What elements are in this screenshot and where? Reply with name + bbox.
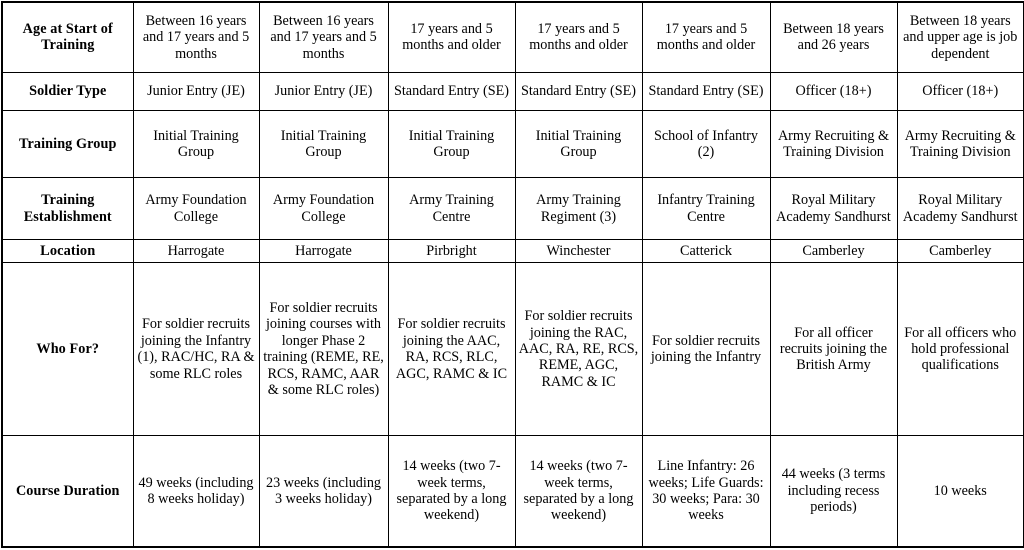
row-header-course-duration: Course Duration — [2, 436, 133, 547]
row-header-location: Location — [2, 240, 133, 263]
cell-who-for-col4: For soldier recruits joining the RAC, AAC, RA, RE, RCS, REME, AGC, RAMC & IC — [515, 263, 642, 436]
cell-soldier-type-col6: Officer (18+) — [770, 72, 897, 110]
row-header-training-group: Training Group — [2, 110, 133, 177]
cell-location-col5: Catterick — [642, 240, 770, 263]
cell-who-for-col7: For all officers who hold professional qualifications — [897, 263, 1024, 436]
cell-course-duration-col5: Line Infantry: 26 weeks; Life Guards: 30 weeks; Para: 30 weeks — [642, 436, 770, 547]
cell-training-establishment-col2: Army Foundation College — [259, 178, 388, 240]
cell-training-establishment-col4: Army Training Regiment (3) — [515, 178, 642, 240]
cell-training-establishment-col5: Infantry Training Centre — [642, 178, 770, 240]
table-row — [2, 72, 1024, 110]
cell-course-duration-col6: 44 weeks (3 terms including recess periods) — [770, 436, 897, 547]
cell-location-col6: Camberley — [770, 240, 897, 263]
table-row — [2, 263, 1024, 436]
cell-course-duration-col4: 14 weeks (two 7-week terms, separated by a long weekend) — [515, 436, 642, 547]
cell-soldier-type-col2: Junior Entry (JE) — [259, 72, 388, 110]
cell-age-col4: 17 years and 5 months and older — [515, 2, 642, 72]
row-header-age-at-start: Age at Start of Training — [2, 2, 133, 72]
table-row — [2, 178, 1024, 240]
cell-age-col7: Between 18 years and upper age is job dependent — [897, 2, 1024, 72]
cell-location-col1: Harrogate — [133, 240, 259, 263]
table-container — [0, 1, 1024, 550]
army-training-comparison-table — [1, 1, 1024, 548]
cell-training-group-col5: School of Infantry (2) — [642, 110, 770, 177]
cell-soldier-type-col4: Standard Entry (SE) — [515, 72, 642, 110]
row-header-who-for: Who For? — [2, 263, 133, 436]
cell-age-col1: Between 16 years and 17 years and 5 months — [133, 2, 259, 72]
cell-course-duration-col7: 10 weeks — [897, 436, 1024, 547]
cell-training-establishment-col7: Royal Military Academy Sandhurst — [897, 178, 1024, 240]
cell-who-for-col1: For soldier recruits joining the Infantry (1), RAC/HC, RA & some RLC roles — [133, 263, 259, 436]
cell-training-group-col7: Army Recruiting & Training Division — [897, 110, 1024, 177]
cell-soldier-type-col7: Officer (18+) — [897, 72, 1024, 110]
cell-training-group-col1: Initial Training Group — [133, 110, 259, 177]
cell-age-col6: Between 18 years and 26 years — [770, 2, 897, 72]
cell-soldier-type-col3: Standard Entry (SE) — [388, 72, 515, 110]
cell-soldier-type-col5: Standard Entry (SE) — [642, 72, 770, 110]
cell-who-for-col2: For soldier recruits joining courses with longer Phase 2 training (REME, RE, RCS, RAMC, AAR & some RLC roles) — [259, 263, 388, 436]
cell-who-for-col6: For all officer recruits joining the British Army — [770, 263, 897, 436]
row-header-soldier-type: Soldier Type — [2, 72, 133, 110]
cell-age-col2: Between 16 years and 17 years and 5 months — [259, 2, 388, 72]
cell-training-group-col2: Initial Training Group — [259, 110, 388, 177]
cell-location-col2: Harrogate — [259, 240, 388, 263]
cell-location-col7: Camberley — [897, 240, 1024, 263]
table-row — [2, 2, 1024, 72]
table-row — [2, 436, 1024, 547]
cell-course-duration-col2: 23 weeks (including 3 weeks holiday) — [259, 436, 388, 547]
table-row — [2, 110, 1024, 177]
cell-location-col3: Pirbright — [388, 240, 515, 263]
cell-who-for-col3: For soldier recruits joining the AAC, RA, RCS, RLC, AGC, RAMC & IC — [388, 263, 515, 436]
cell-course-duration-col1: 49 weeks (including 8 weeks holiday) — [133, 436, 259, 547]
table-row — [2, 240, 1024, 263]
cell-soldier-type-col1: Junior Entry (JE) — [133, 72, 259, 110]
cell-age-col3: 17 years and 5 months and older — [388, 2, 515, 72]
cell-location-col4: Winchester — [515, 240, 642, 263]
row-header-training-establishment: Training Establishment — [2, 178, 133, 240]
cell-course-duration-col3: 14 weeks (two 7-week terms, separated by a long weekend) — [388, 436, 515, 547]
cell-training-group-col3: Initial Training Group — [388, 110, 515, 177]
cell-who-for-col5: For soldier recruits joining the Infantry — [642, 263, 770, 436]
cell-training-establishment-col6: Royal Military Academy Sandhurst — [770, 178, 897, 240]
cell-training-establishment-col3: Army Training Centre — [388, 178, 515, 240]
cell-age-col5: 17 years and 5 months and older — [642, 2, 770, 72]
cell-training-establishment-col1: Army Foundation College — [133, 178, 259, 240]
cell-training-group-col4: Initial Training Group — [515, 110, 642, 177]
cell-training-group-col6: Army Recruiting & Training Division — [770, 110, 897, 177]
